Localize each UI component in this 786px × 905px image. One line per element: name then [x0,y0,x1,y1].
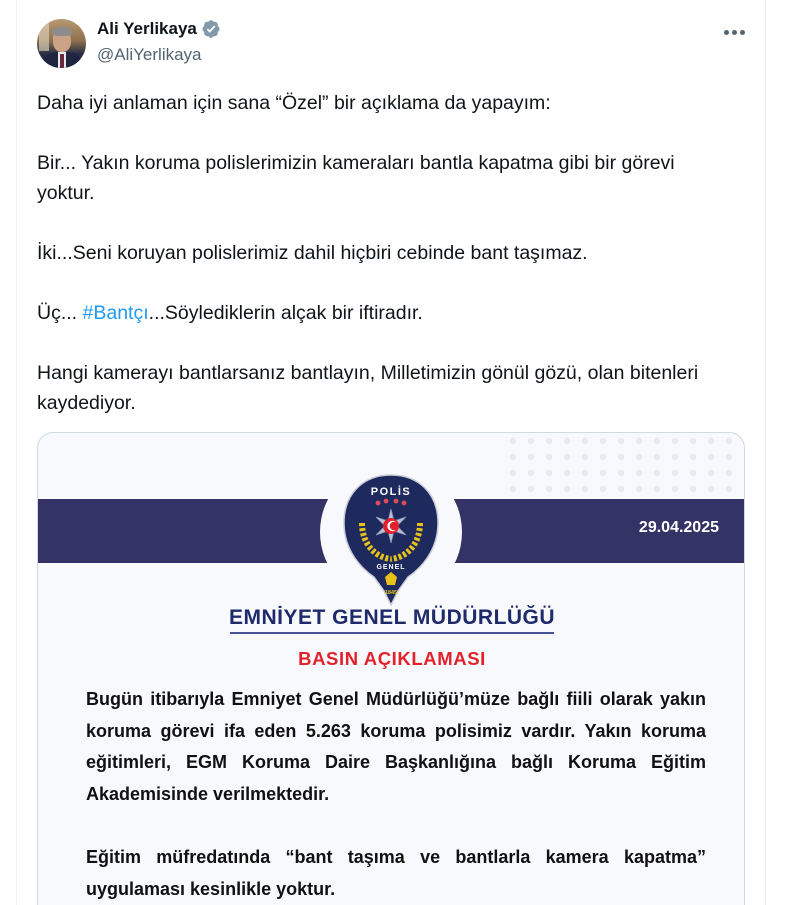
avatar-background [39,21,49,51]
verified-badge-icon[interactable] [201,19,221,39]
organization-title: EMNİYET GENEL MÜDÜRLÜĞÜ [228,606,556,629]
author-name[interactable]: Ali Yerlikaya [97,19,197,38]
tweet-paragraph: Hangi kamerayı bantlarsanız bantlayın, Milletimizin gönül gözü, olan bitenleri kaydediyor. [37,362,699,414]
organization-title-underline [230,632,554,634]
decorative-dot-pattern [504,433,744,503]
press-release-paragraph: Bugün itibarıyla Emniyet Genel Müdürlüğü’müze bağlı fiili olarak yakın koruma görevi ifa eden 5.263 koruma polisimiz vardır. Yakın koruma eğitimleri, EGM Koruma Daire Başkanlığına bağlı Koruma Eğitim Akademisinde verilmektedir. [86,689,706,804]
tweet-text [37,88,737,448]
author-name-row [97,19,221,39]
more-dot-icon [732,30,737,35]
press-release-date: 29.04.2025 [638,519,719,536]
tweet-paragraph: Daha iyi anlaman için sana “Özel” bir açıklama da yapayım: [37,92,551,114]
press-release-body [86,684,706,905]
tweet-paragraph-hashtag [37,298,737,328]
press-release-paragraph: Eğitim müfredatında “bant taşıma ve bantlarla kamera kapatma” uygulaması kesinlikle yoktur. [86,847,706,899]
tweet-text-suffix: ...Söylediklerin alçak bir iftiradır. [148,302,423,324]
press-release-title: BASIN AÇIKLAMASI [298,648,486,669]
tweet-text-prefix: Üç... [37,302,83,324]
police-badge-icon [338,473,444,607]
more-dot-icon [724,30,729,35]
tweet-media-image[interactable] [37,432,745,905]
column-border-right [765,0,766,905]
avatar-hair [52,27,72,36]
more-options-button[interactable] [717,18,751,46]
avatar-tie [60,54,64,68]
svg-text:GENEL: GENEL [376,564,406,571]
tweet [17,0,765,905]
svg-text:1845: 1845 [384,590,398,596]
hashtag-link[interactable]: #Bantçı [82,302,149,324]
avatar[interactable] [37,19,86,68]
author-handle[interactable]: @AliYerlikaya [97,45,202,64]
tweet-paragraph: Bir... Yakın koruma polislerimizin kameraları bantla kapatma gibi bir görevi yoktur. [37,152,675,204]
tweet-paragraph: İki...Seni koruyan polislerimiz dahil hiçbiri cebinde bant taşımaz. [37,242,588,264]
more-dot-icon [740,30,745,35]
svg-text:POLİS: POLİS [370,486,412,498]
